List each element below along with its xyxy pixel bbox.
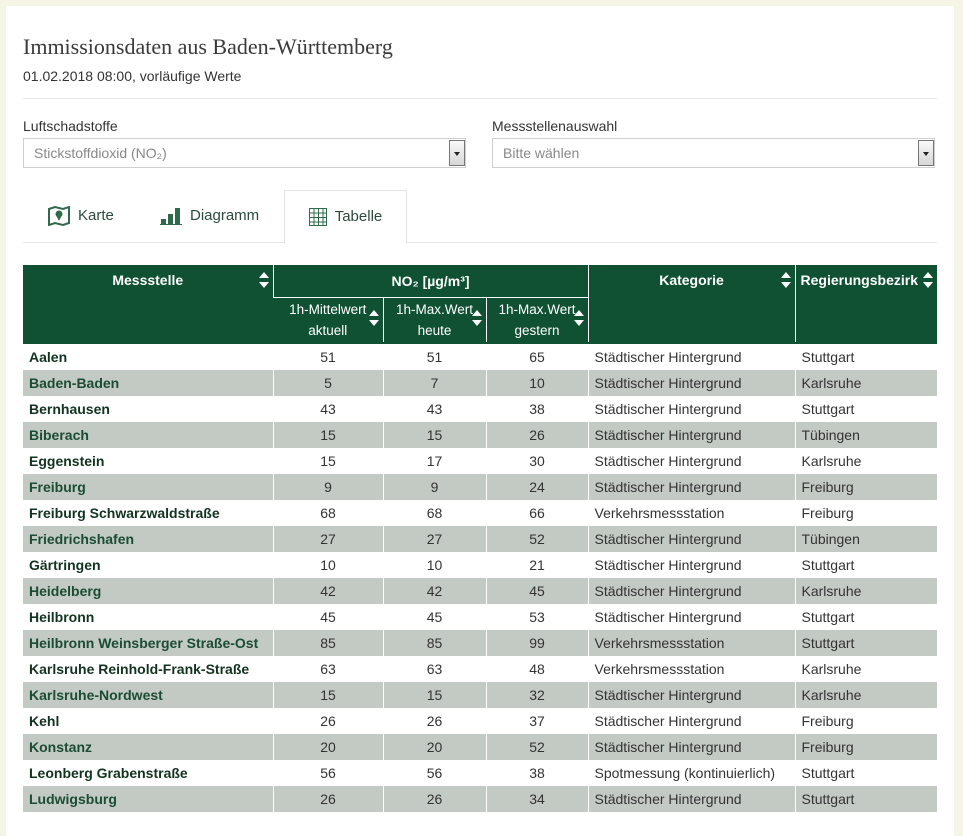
- cell-current: 51: [273, 344, 383, 370]
- tab-karte-label: Karte: [78, 207, 114, 224]
- cell-today: 68: [383, 500, 486, 526]
- tab-diagramm-label: Diagramm: [190, 207, 260, 224]
- divider: [23, 98, 937, 99]
- table-row[interactable]: [23, 578, 937, 604]
- cell-yesterday: 38: [486, 396, 588, 422]
- cell-district: Freiburg: [795, 474, 937, 500]
- pollutant-select-value: Stickstoffdioxid (NO₂): [34, 145, 167, 161]
- column-header-district-label: Regierungsbezirk: [800, 272, 918, 288]
- cell-yesterday: 65: [486, 344, 588, 370]
- table-row[interactable]: [23, 370, 937, 396]
- cell-yesterday: 52: [486, 526, 588, 552]
- column-header-category[interactable]: [588, 265, 795, 342]
- cell-category: Städtischer Hintergrund: [588, 344, 795, 370]
- cell-category: Städtischer Hintergrund: [588, 396, 795, 422]
- cell-today: 15: [383, 682, 486, 708]
- table-row[interactable]: [23, 604, 937, 630]
- cell-current: 63: [273, 656, 383, 682]
- cell-district: Karlsruhe: [795, 448, 937, 474]
- cell-yesterday: 37: [486, 708, 588, 734]
- column-header-today[interactable]: [383, 297, 486, 342]
- station-select-placeholder: Bitte wählen: [503, 145, 580, 161]
- cell-current: 68: [273, 500, 383, 526]
- table-row[interactable]: [23, 734, 937, 760]
- map-pin-icon: [48, 206, 70, 226]
- cell-station[interactable]: Heilbronn: [23, 604, 273, 630]
- cell-today: 15: [383, 422, 486, 448]
- column-header-current[interactable]: [273, 297, 383, 342]
- table-row[interactable]: [23, 474, 937, 500]
- cell-district: Freiburg: [795, 708, 937, 734]
- cell-category: Verkehrsmessstation: [588, 630, 795, 656]
- column-header-yesterday-line2: gestern: [514, 322, 560, 338]
- table-row[interactable]: [23, 682, 937, 708]
- cell-category: Städtischer Hintergrund: [588, 526, 795, 552]
- cell-current: 10: [273, 552, 383, 578]
- cell-category: Verkehrsmessstation: [588, 656, 795, 682]
- cell-district: Stuttgart: [795, 604, 937, 630]
- cell-district: Karlsruhe: [795, 656, 937, 682]
- cell-current: 85: [273, 630, 383, 656]
- cell-today: 85: [383, 630, 486, 656]
- table-row[interactable]: [23, 656, 937, 682]
- cell-current: 45: [273, 604, 383, 630]
- table-row[interactable]: [23, 552, 937, 578]
- tab-tabelle-label: Tabelle: [334, 208, 383, 225]
- cell-current: 42: [273, 578, 383, 604]
- sort-icon[interactable]: [369, 310, 379, 326]
- cell-current: 15: [273, 448, 383, 474]
- cell-current: 26: [273, 708, 383, 734]
- column-header-current-line1: 1h-Mittelwert: [289, 301, 367, 317]
- cell-station[interactable]: Ludwigsburg: [23, 786, 273, 812]
- cell-category: Verkehrsmessstation: [588, 500, 795, 526]
- cell-yesterday: 21: [486, 552, 588, 578]
- tabs-divider: [23, 242, 937, 243]
- column-header-yesterday-line1: 1h-Max.Wert: [498, 301, 576, 317]
- table-row[interactable]: [23, 422, 937, 448]
- cell-district: Freiburg: [795, 500, 937, 526]
- cell-category: Städtischer Hintergrund: [588, 422, 795, 448]
- cell-yesterday: 48: [486, 656, 588, 682]
- cell-district: Stuttgart: [795, 630, 937, 656]
- cell-today: 20: [383, 734, 486, 760]
- cell-yesterday: 26: [486, 422, 588, 448]
- cell-category: Städtischer Hintergrund: [588, 786, 795, 812]
- cell-yesterday: 24: [486, 474, 588, 500]
- cell-yesterday: 32: [486, 682, 588, 708]
- cell-station[interactable]: Freiburg: [23, 474, 273, 500]
- cell-current: 43: [273, 396, 383, 422]
- cell-category: Städtischer Hintergrund: [588, 604, 795, 630]
- cell-station[interactable]: Konstanz: [23, 734, 273, 760]
- sort-icon[interactable]: [574, 310, 584, 326]
- table-row[interactable]: [23, 448, 937, 474]
- cell-station[interactable]: Kehl: [23, 708, 273, 734]
- cell-category: Städtischer Hintergrund: [588, 552, 795, 578]
- cell-yesterday: 30: [486, 448, 588, 474]
- column-header-station[interactable]: [23, 265, 273, 342]
- cell-yesterday: 45: [486, 578, 588, 604]
- cell-current: 9: [273, 474, 383, 500]
- sort-icon[interactable]: [781, 272, 791, 288]
- cell-station[interactable]: Karlsruhe Reinhold-Frank-Straße: [23, 656, 273, 682]
- pollutant-select[interactable]: [23, 138, 466, 168]
- cell-today: 45: [383, 604, 486, 630]
- cell-category: Städtischer Hintergrund: [588, 734, 795, 760]
- column-header-today-line1: 1h-Max.Wert: [395, 301, 474, 317]
- cell-station[interactable]: Bernhausen: [23, 396, 273, 422]
- cell-station[interactable]: Leonberg Grabenstraße: [23, 760, 273, 786]
- chevron-down-icon[interactable]: [918, 140, 934, 166]
- cell-station[interactable]: Baden-Baden: [23, 370, 273, 396]
- cell-district: Tübingen: [795, 526, 937, 552]
- cell-today: 10: [383, 552, 486, 578]
- cell-current: 15: [273, 682, 383, 708]
- cell-today: 17: [383, 448, 486, 474]
- station-label: Messstellenauswahl: [492, 118, 618, 134]
- cell-station[interactable]: Eggenstein: [23, 448, 273, 474]
- cell-today: 42: [383, 578, 486, 604]
- immission-table: [23, 265, 937, 812]
- sort-icon[interactable]: [259, 272, 269, 288]
- cell-category: Städtischer Hintergrund: [588, 370, 795, 396]
- cell-today: 63: [383, 656, 486, 682]
- cell-current: 20: [273, 734, 383, 760]
- table-row[interactable]: [23, 526, 937, 552]
- cell-today: 56: [383, 760, 486, 786]
- cell-today: 26: [383, 708, 486, 734]
- cell-current: 56: [273, 760, 383, 786]
- cell-yesterday: 34: [486, 786, 588, 812]
- cell-district: Karlsruhe: [795, 682, 937, 708]
- cell-station[interactable]: Freiburg Schwarzwaldstraße: [23, 500, 273, 526]
- cell-station[interactable]: Heilbronn Weinsberger Straße-Ost: [23, 630, 273, 656]
- cell-district: Karlsruhe: [795, 370, 937, 396]
- cell-today: 26: [383, 786, 486, 812]
- table-icon: [309, 208, 327, 226]
- column-header-yesterday[interactable]: [486, 297, 588, 342]
- station-select[interactable]: [492, 138, 935, 168]
- cell-yesterday: 52: [486, 734, 588, 760]
- cell-category: Städtischer Hintergrund: [588, 578, 795, 604]
- cell-category: Städtischer Hintergrund: [588, 474, 795, 500]
- column-header-no2-label: NO₂ [µg/m³]: [391, 272, 470, 289]
- cell-yesterday: 10: [486, 370, 588, 396]
- cell-station[interactable]: Heidelberg: [23, 578, 273, 604]
- chevron-down-icon[interactable]: [449, 140, 465, 166]
- table-row[interactable]: [23, 396, 937, 422]
- cell-current: 15: [273, 422, 383, 448]
- cell-category: Städtischer Hintergrund: [588, 448, 795, 474]
- column-header-station-label: Messstelle: [112, 272, 184, 288]
- cell-yesterday: 38: [486, 760, 588, 786]
- cell-yesterday: 66: [486, 500, 588, 526]
- cell-current: 5: [273, 370, 383, 396]
- cell-category: Städtischer Hintergrund: [588, 708, 795, 734]
- page-title: Immissionsdaten aus Baden-Württemberg: [23, 34, 393, 59]
- cell-station[interactable]: Biberach: [23, 422, 273, 448]
- column-header-today-line2: heute: [417, 322, 452, 338]
- column-header-current-line2: aktuell: [308, 322, 348, 338]
- cell-today: 43: [383, 396, 486, 422]
- table-row[interactable]: [23, 500, 937, 526]
- column-header-district[interactable]: [795, 265, 937, 342]
- cell-today: 9: [383, 474, 486, 500]
- cell-station[interactable]: Karlsruhe-Nordwest: [23, 682, 273, 708]
- table-row[interactable]: [23, 630, 937, 656]
- pollutant-label: Luftschadstoffe: [23, 118, 118, 134]
- cell-district: Stuttgart: [795, 760, 937, 786]
- cell-category: Städtischer Hintergrund: [588, 682, 795, 708]
- cell-yesterday: 99: [486, 630, 588, 656]
- cell-station[interactable]: Aalen: [23, 344, 273, 370]
- cell-district: Stuttgart: [795, 552, 937, 578]
- cell-district: Stuttgart: [795, 396, 937, 422]
- tab-karte[interactable]: [48, 190, 114, 242]
- table-row[interactable]: [23, 344, 937, 370]
- tab-tabelle[interactable]: [284, 190, 407, 244]
- page-subtitle: 01.02.2018 08:00, vorläufige Werte: [23, 68, 242, 84]
- table-body: [23, 344, 937, 812]
- tab-diagramm[interactable]: [160, 190, 259, 242]
- bar-chart-icon: [160, 207, 182, 225]
- cell-district: Tübingen: [795, 422, 937, 448]
- sort-icon[interactable]: [923, 272, 933, 288]
- cell-today: 51: [383, 344, 486, 370]
- table-row[interactable]: [23, 708, 937, 734]
- cell-district: Stuttgart: [795, 344, 937, 370]
- cell-station[interactable]: Friedrichshafen: [23, 526, 273, 552]
- cell-today: 27: [383, 526, 486, 552]
- column-header-no2: [273, 265, 588, 297]
- cell-today: 7: [383, 370, 486, 396]
- cell-station[interactable]: Gärtringen: [23, 552, 273, 578]
- cell-district: Stuttgart: [795, 786, 937, 812]
- cell-yesterday: 53: [486, 604, 588, 630]
- cell-district: Karlsruhe: [795, 578, 937, 604]
- cell-current: 27: [273, 526, 383, 552]
- cell-category: Spotmessung (kontinuierlich): [588, 760, 795, 786]
- sort-icon[interactable]: [472, 310, 482, 326]
- table-row[interactable]: [23, 786, 937, 812]
- cell-district: Freiburg: [795, 734, 937, 760]
- content-panel: [6, 6, 954, 836]
- column-header-category-label: Kategorie: [659, 272, 724, 288]
- cell-current: 26: [273, 786, 383, 812]
- table-row[interactable]: [23, 760, 937, 786]
